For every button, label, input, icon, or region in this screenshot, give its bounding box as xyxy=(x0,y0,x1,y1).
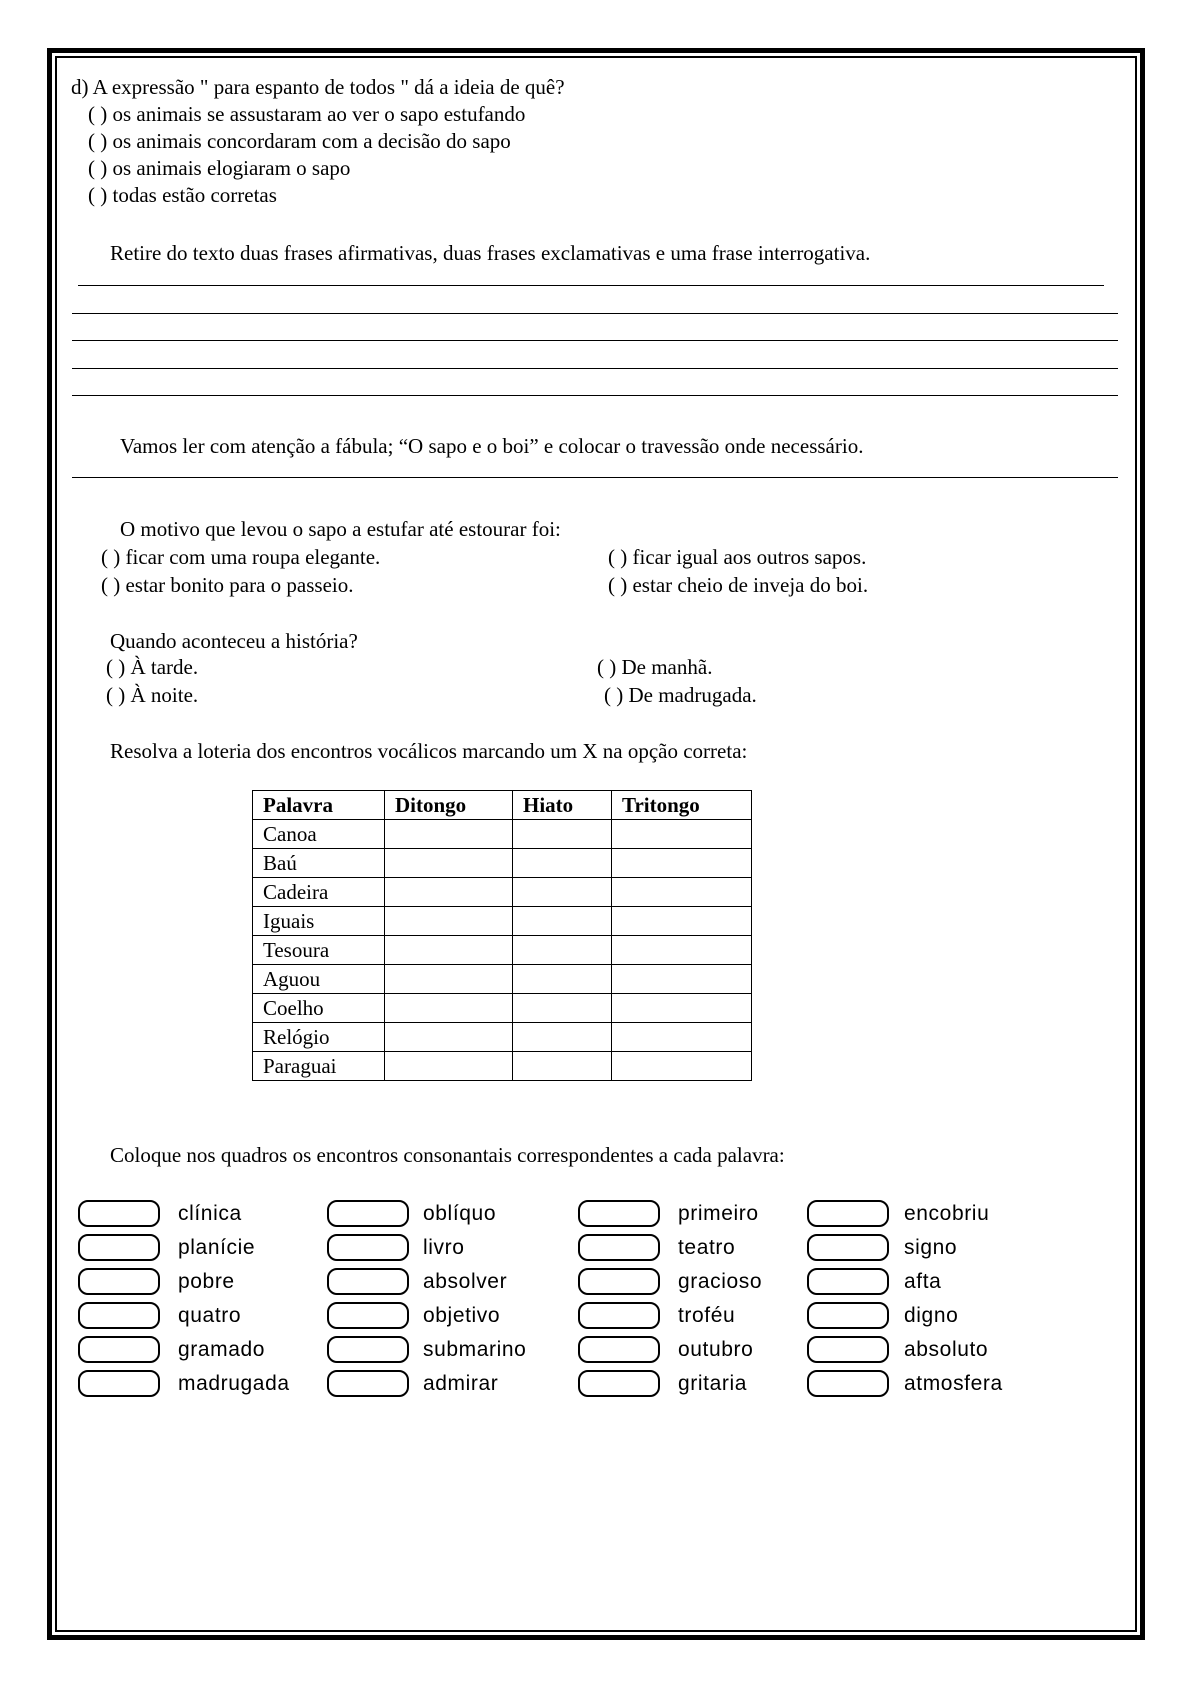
word-label: madrugada xyxy=(178,1372,290,1395)
answer-line[interactable] xyxy=(72,313,1118,314)
answer-cell[interactable] xyxy=(385,965,513,994)
word-cell: Relógio xyxy=(253,1023,385,1052)
answer-cell[interactable] xyxy=(513,936,612,965)
word-cell: Canoa xyxy=(253,820,385,849)
answer-cell[interactable] xyxy=(385,994,513,1023)
answer-cell[interactable] xyxy=(385,878,513,907)
loteria-table xyxy=(252,790,752,1081)
word-label: absolver xyxy=(423,1270,508,1293)
word-cell: Coelho xyxy=(253,994,385,1023)
answer-cell[interactable] xyxy=(385,936,513,965)
word-label: clínica xyxy=(178,1202,242,1225)
answer-box[interactable] xyxy=(327,1234,409,1261)
word-label: gritaria xyxy=(678,1372,747,1395)
word-label: quatro xyxy=(178,1304,242,1327)
word-cell: Paraguai xyxy=(253,1052,385,1081)
answer-cell[interactable] xyxy=(385,1052,513,1081)
word-label: admirar xyxy=(423,1372,499,1395)
table-row xyxy=(253,965,752,994)
travessao-prompt: Vamos ler com atenção a fábula; “O sapo e o boi” e colocar o travessão onde necessário. xyxy=(120,434,864,458)
quando-prompt: Quando aconteceu a história? xyxy=(110,629,358,653)
motivo-prompt: O motivo que levou o sapo a estufar até estourar foi: xyxy=(120,517,561,541)
answer-box[interactable] xyxy=(327,1268,409,1295)
answer-box[interactable] xyxy=(578,1336,660,1363)
word-cell: Baú xyxy=(253,849,385,878)
word-label: absoluto xyxy=(904,1338,989,1361)
answer-cell[interactable] xyxy=(612,820,752,849)
word-label: signo xyxy=(904,1236,958,1259)
answer-cell[interactable] xyxy=(513,907,612,936)
answer-cell[interactable] xyxy=(612,907,752,936)
word-label: troféu xyxy=(678,1304,736,1327)
answer-cell[interactable] xyxy=(385,849,513,878)
answer-box[interactable] xyxy=(327,1370,409,1397)
answer-box[interactable] xyxy=(578,1302,660,1329)
answer-cell[interactable] xyxy=(612,878,752,907)
word-label: atmosfera xyxy=(904,1372,1003,1395)
answer-cell[interactable] xyxy=(612,965,752,994)
consonantais-prompt: Coloque nos quadros os encontros consonantais correspondentes a cada palavra: xyxy=(110,1143,785,1167)
answer-box[interactable] xyxy=(807,1234,889,1261)
answer-line[interactable] xyxy=(72,477,1118,478)
option-quando-4[interactable]: ( ) De madrugada. xyxy=(604,683,757,707)
answer-cell[interactable] xyxy=(612,936,752,965)
answer-box[interactable] xyxy=(78,1268,160,1295)
answer-box[interactable] xyxy=(78,1200,160,1227)
word-label: objetivo xyxy=(423,1304,501,1327)
answer-box[interactable] xyxy=(578,1268,660,1295)
answer-cell[interactable] xyxy=(612,1052,752,1081)
word-label: teatro xyxy=(678,1236,736,1259)
word-label: gracioso xyxy=(678,1270,763,1293)
frases-prompt: Retire do texto duas frases afirmativas, duas frases exclamativas e uma frase interrogativa. xyxy=(110,241,871,265)
answer-cell[interactable] xyxy=(513,878,612,907)
answer-cell[interactable] xyxy=(612,849,752,878)
word-label: pobre xyxy=(178,1270,235,1293)
header-ditongo: Ditongo xyxy=(385,791,513,820)
answer-cell[interactable] xyxy=(612,1023,752,1052)
answer-box[interactable] xyxy=(578,1234,660,1261)
answer-box[interactable] xyxy=(78,1370,160,1397)
answer-box[interactable] xyxy=(327,1336,409,1363)
option-d-2[interactable]: ( ) os animais concordaram com a decisão do sapo xyxy=(88,129,511,153)
table-header-row xyxy=(253,791,752,820)
loteria-prompt: Resolva a loteria dos encontros vocálicos marcando um X na opção correta: xyxy=(110,739,748,763)
answer-box[interactable] xyxy=(578,1370,660,1397)
option-motivo-1[interactable]: ( ) ficar com uma roupa elegante. xyxy=(101,545,381,569)
table-row xyxy=(253,849,752,878)
word-cell: Iguais xyxy=(253,907,385,936)
word-label: primeiro xyxy=(678,1202,759,1225)
answer-box[interactable] xyxy=(578,1200,660,1227)
answer-box[interactable] xyxy=(807,1302,889,1329)
header-hiato: Hiato xyxy=(513,791,612,820)
option-quando-3[interactable]: ( ) À noite. xyxy=(106,683,199,707)
answer-line[interactable] xyxy=(78,285,1104,286)
answer-box[interactable] xyxy=(807,1268,889,1295)
option-motivo-4[interactable]: ( ) estar cheio de inveja do boi. xyxy=(608,573,869,597)
answer-box[interactable] xyxy=(807,1336,889,1363)
word-label: livro xyxy=(423,1236,465,1259)
option-d-3[interactable]: ( ) os animais elogiaram o sapo xyxy=(88,156,351,180)
word-label: planície xyxy=(178,1236,256,1259)
answer-box[interactable] xyxy=(807,1200,889,1227)
answer-cell[interactable] xyxy=(385,907,513,936)
table-row xyxy=(253,820,752,849)
answer-cell[interactable] xyxy=(513,1023,612,1052)
answer-cell[interactable] xyxy=(385,1023,513,1052)
answer-box[interactable] xyxy=(78,1234,160,1261)
answer-line[interactable] xyxy=(72,368,1118,369)
answer-line[interactable] xyxy=(72,340,1118,341)
header-tritongo: Tritongo xyxy=(612,791,752,820)
question-d: d) A expressão " para espanto de todos " dá a ideia de quê? xyxy=(71,75,565,99)
word-cell: Tesoura xyxy=(253,936,385,965)
answer-cell[interactable] xyxy=(513,820,612,849)
table-row xyxy=(253,1052,752,1081)
answer-cell[interactable] xyxy=(385,820,513,849)
option-quando-1[interactable]: ( ) À tarde. xyxy=(106,655,199,679)
option-motivo-3[interactable]: ( ) estar bonito para o passeio. xyxy=(101,573,354,597)
option-d-1[interactable]: ( ) os animais se assustaram ao ver o sapo estufando xyxy=(88,102,526,126)
word-cell: Cadeira xyxy=(253,878,385,907)
word-label: outubro xyxy=(678,1338,754,1361)
table-row xyxy=(253,1023,752,1052)
answer-box[interactable] xyxy=(807,1370,889,1397)
header-palavra: Palavra xyxy=(253,791,385,820)
word-label: digno xyxy=(904,1304,959,1327)
word-label: submarino xyxy=(423,1338,527,1361)
answer-cell[interactable] xyxy=(612,994,752,1023)
answer-cell[interactable] xyxy=(513,994,612,1023)
option-quando-2[interactable]: ( ) De manhã. xyxy=(597,655,713,679)
answer-box[interactable] xyxy=(78,1302,160,1329)
table-row xyxy=(253,907,752,936)
word-label: encobriu xyxy=(904,1202,990,1225)
word-label: oblíquo xyxy=(423,1202,497,1225)
table-row xyxy=(253,994,752,1023)
word-label: afta xyxy=(904,1270,942,1293)
answer-line[interactable] xyxy=(72,395,1118,396)
answer-box[interactable] xyxy=(327,1200,409,1227)
answer-box[interactable] xyxy=(327,1302,409,1329)
table-row xyxy=(253,936,752,965)
word-label: gramado xyxy=(178,1338,266,1361)
option-d-4[interactable]: ( ) todas estão corretas xyxy=(88,183,277,207)
word-cell: Aguou xyxy=(253,965,385,994)
answer-cell[interactable] xyxy=(513,849,612,878)
answer-cell[interactable] xyxy=(513,1052,612,1081)
answer-box[interactable] xyxy=(78,1336,160,1363)
answer-cell[interactable] xyxy=(513,965,612,994)
option-motivo-2[interactable]: ( ) ficar igual aos outros sapos. xyxy=(608,545,867,569)
table-row xyxy=(253,878,752,907)
